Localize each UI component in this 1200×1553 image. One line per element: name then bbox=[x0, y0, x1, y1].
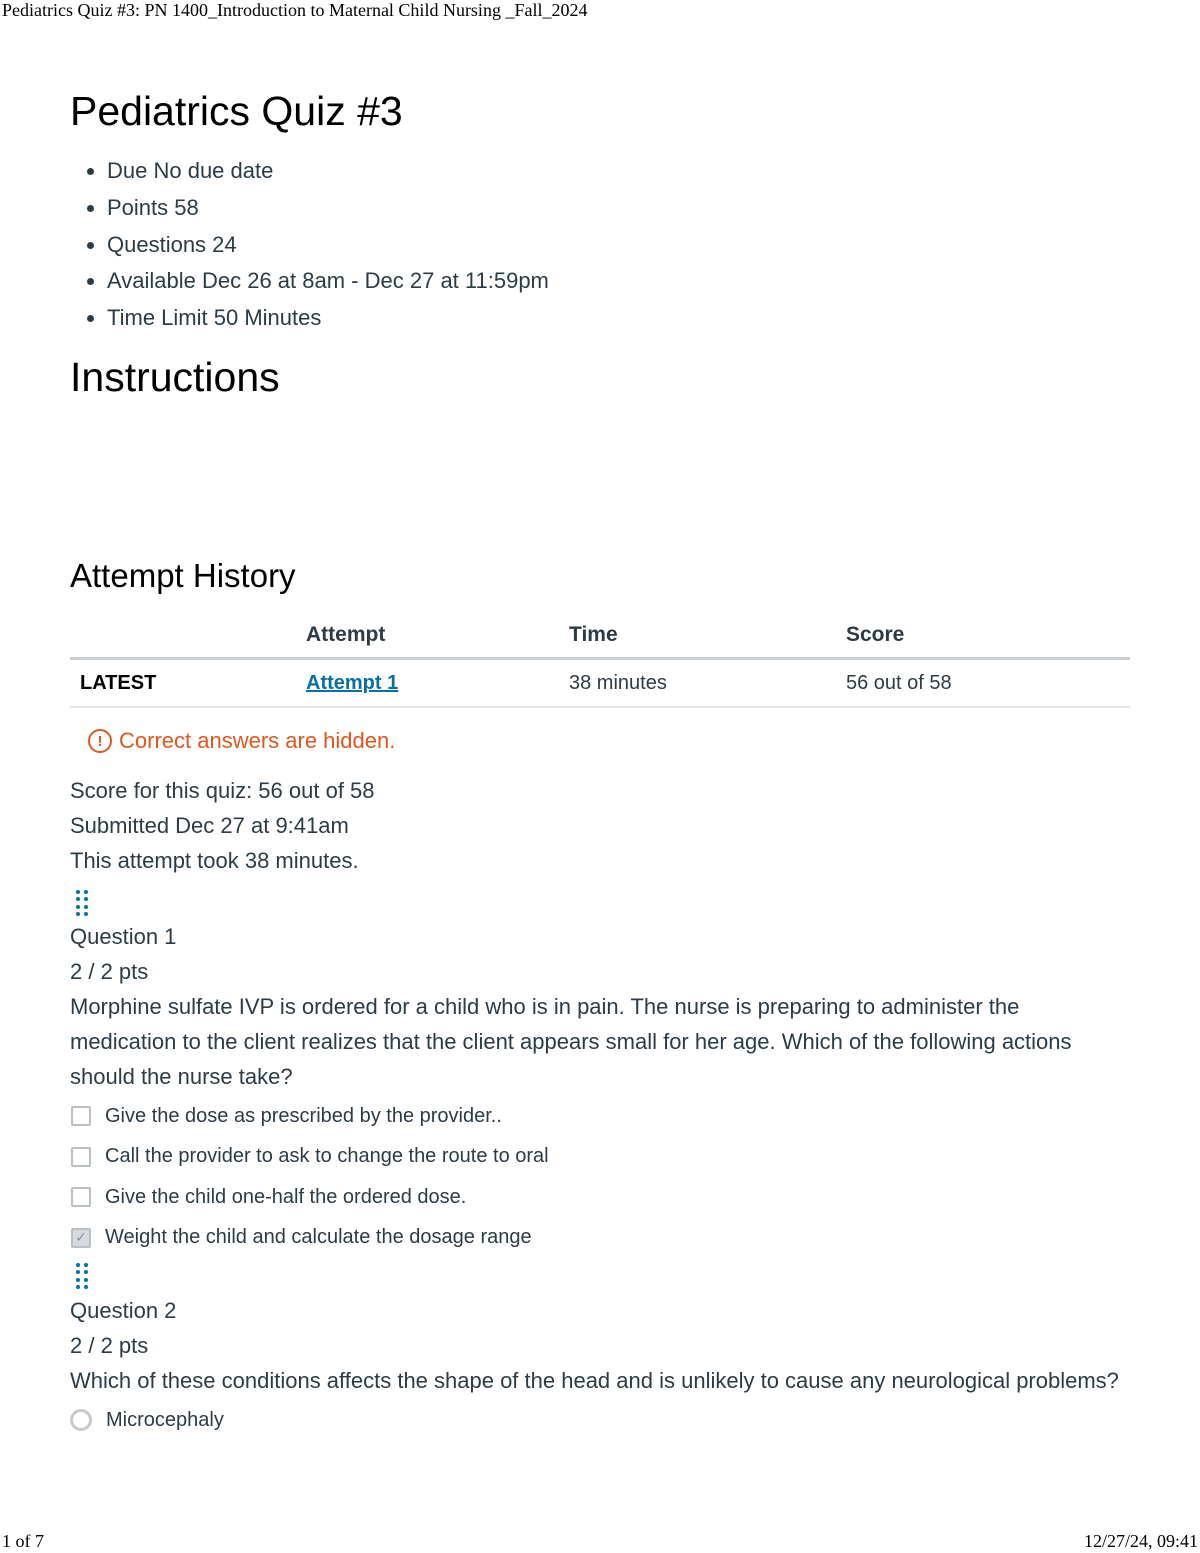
answer-checkbox[interactable] bbox=[71, 1187, 91, 1207]
detail-time-limit: • Time Limit 50 Minutes bbox=[107, 300, 549, 337]
latest-label: LATEST bbox=[70, 659, 306, 708]
question-points: 2 / 2 pts bbox=[70, 959, 149, 984]
question-text: Which of these conditions affects the shape of the head and is unlikely to cause any neurological problems? bbox=[70, 1368, 1119, 1393]
attempt-link[interactable]: Attempt 1 bbox=[306, 671, 399, 694]
quiz-score: Score for this quiz: 56 out of 58 bbox=[70, 778, 375, 803]
answer-list bbox=[70, 1096, 1130, 1258]
instructions-heading: Instructions bbox=[70, 354, 280, 400]
table-row bbox=[70, 659, 1130, 708]
question-title: Question 1 bbox=[70, 924, 177, 949]
answer-radio[interactable] bbox=[70, 1409, 92, 1431]
detail-points: • Points 58 bbox=[107, 190, 549, 227]
page-title: Pediatrics Quiz #3 bbox=[70, 88, 403, 134]
answer-option bbox=[70, 1400, 1130, 1441]
answer-label: Give the child one-half the ordered dose. bbox=[105, 1185, 467, 1208]
drag-handle-icon[interactable] bbox=[76, 890, 90, 916]
detail-due: • Due No due date bbox=[107, 153, 549, 190]
answer-option bbox=[70, 1096, 1130, 1137]
question-title: Question 2 bbox=[70, 1298, 177, 1323]
notice-text: Correct answers are hidden. bbox=[119, 728, 396, 753]
answer-label: Microcephaly bbox=[106, 1408, 224, 1431]
score-cell: 56 out of 58 bbox=[846, 659, 1130, 708]
page-number: 1 of 7 bbox=[2, 1531, 44, 1551]
attempt-cell bbox=[306, 659, 569, 708]
header-time: Time bbox=[569, 612, 846, 659]
attempt-history-heading: Attempt History bbox=[70, 557, 296, 594]
drag-handle-icon[interactable] bbox=[76, 1263, 90, 1289]
answer-list bbox=[70, 1400, 1130, 1441]
question-1 bbox=[70, 919, 1130, 1258]
header-attempt: Attempt bbox=[306, 612, 569, 659]
answer-checkbox[interactable] bbox=[71, 1147, 91, 1167]
question-2 bbox=[70, 1293, 1130, 1441]
answer-option bbox=[70, 1137, 1130, 1178]
attempt-duration: This attempt took 38 minutes. bbox=[70, 848, 359, 873]
detail-questions: • Questions 24 bbox=[107, 227, 549, 264]
time-cell: 38 minutes bbox=[569, 659, 846, 708]
question-text: Morphine sulfate IVP is ordered for a child who is in pain. The nurse is preparing to administer the medication to the client realizes that the client appears small for her age. Which of the following actions should the nurse take? bbox=[70, 994, 1072, 1089]
quiz-details bbox=[70, 153, 549, 337]
header-blank bbox=[70, 612, 306, 659]
table-header-row bbox=[70, 612, 1130, 659]
answer-option bbox=[70, 1177, 1130, 1218]
print-timestamp: 12/27/24, 09:41 bbox=[1083, 1531, 1198, 1551]
question-points: 2 / 2 pts bbox=[70, 1333, 149, 1358]
quiz-summary bbox=[70, 773, 375, 878]
detail-available: • Available Dec 26 at 8am - Dec 27 at 11:59pm bbox=[107, 263, 549, 300]
attempt-history-table bbox=[70, 612, 1130, 708]
header-score: Score bbox=[846, 612, 1130, 659]
answer-checkbox-checked[interactable]: ✓ bbox=[71, 1228, 91, 1248]
answer-label: Call the provider to ask to change the route to oral bbox=[105, 1145, 549, 1168]
submitted-time: Submitted Dec 27 at 9:41am bbox=[70, 813, 349, 838]
answers-hidden-notice bbox=[88, 728, 395, 754]
warning-icon: ! bbox=[88, 729, 112, 753]
answer-checkbox[interactable] bbox=[71, 1106, 91, 1126]
answer-label: Give the dose as prescribed by the provider.. bbox=[105, 1104, 502, 1127]
print-header: Pediatrics Quiz #3: PN 1400_Introduction to Maternal Child Nursing _Fall_2024 bbox=[2, 0, 588, 20]
answer-option bbox=[70, 1218, 1130, 1259]
answer-label: Weight the child and calculate the dosage range bbox=[105, 1226, 532, 1249]
